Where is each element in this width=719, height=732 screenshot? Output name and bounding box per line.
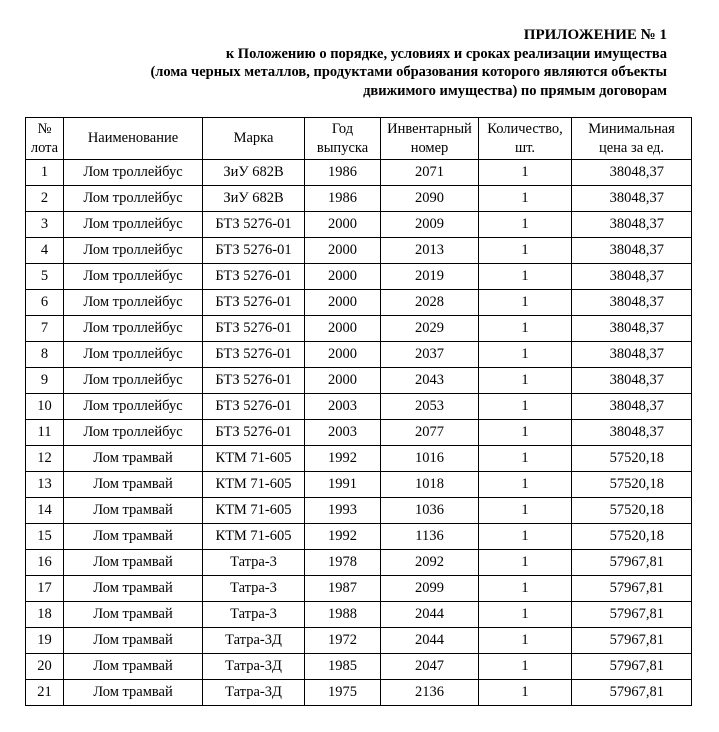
quantity-cell: 1 [479,498,572,524]
min-price-cell: 57520,18 [572,524,692,550]
table-row [26,446,692,472]
min-price-cell: 38048,37 [572,186,692,212]
min-price-cell: 38048,37 [572,212,692,238]
table-row [26,342,692,368]
model-cell: БТЗ 5276-01 [203,212,305,238]
min-price-cell: 38048,37 [572,368,692,394]
inventory-number-cell: 2013 [381,238,479,264]
inventory-number-cell: 2053 [381,394,479,420]
column-header-quantity: Количество, шт. [479,118,572,160]
table-row [26,238,692,264]
column-header-inventory-number: Инвентарный номер [381,118,479,160]
min-price-cell: 38048,37 [572,264,692,290]
year-cell: 1975 [305,680,381,706]
inventory-number-cell: 2071 [381,160,479,186]
quantity-cell: 1 [479,316,572,342]
table-row [26,498,692,524]
lot-number-cell: 6 [26,290,64,316]
name-cell: Лом троллейбус [64,264,203,290]
quantity-cell: 1 [479,472,572,498]
quantity-cell: 1 [479,394,572,420]
lot-number-cell: 2 [26,186,64,212]
inventory-number-cell: 1016 [381,446,479,472]
quantity-cell: 1 [479,602,572,628]
quantity-cell: 1 [479,420,572,446]
min-price-cell: 57520,18 [572,472,692,498]
quantity-cell: 1 [479,160,572,186]
quantity-cell: 1 [479,368,572,394]
name-cell: Лом троллейбус [64,160,203,186]
column-header-lot-number: № лота [26,118,64,160]
name-cell: Лом трамвай [64,550,203,576]
min-price-cell: 38048,37 [572,316,692,342]
table-header [26,118,692,160]
quantity-cell: 1 [479,212,572,238]
year-cell: 2000 [305,212,381,238]
lot-number-cell: 20 [26,654,64,680]
table-row [26,394,692,420]
quantity-cell: 1 [479,524,572,550]
model-cell: Татра-3 [203,550,305,576]
year-cell: 1991 [305,472,381,498]
name-cell: Лом троллейбус [64,186,203,212]
year-cell: 1987 [305,576,381,602]
lot-number-cell: 18 [26,602,64,628]
lot-number-cell: 13 [26,472,64,498]
model-cell: БТЗ 5276-01 [203,368,305,394]
table-row [26,212,692,238]
year-cell: 1993 [305,498,381,524]
table-row [26,160,692,186]
name-cell: Лом троллейбус [64,368,203,394]
column-header-min-price: Минимальная цена за ед. [572,118,692,160]
table-row [26,316,692,342]
lot-number-cell: 4 [26,238,64,264]
name-cell: Лом троллейбус [64,238,203,264]
year-cell: 1986 [305,160,381,186]
lot-number-cell: 12 [26,446,64,472]
quantity-cell: 1 [479,654,572,680]
inventory-number-cell: 2019 [381,264,479,290]
model-cell: БТЗ 5276-01 [203,264,305,290]
appendix-subtitle-line-1: к Положению о порядке, условиях и сроках реализации имущества [225,45,667,62]
quantity-cell: 1 [479,342,572,368]
table-row [26,290,692,316]
min-price-cell: 57967,81 [572,654,692,680]
quantity-cell: 1 [479,238,572,264]
table-row [26,472,692,498]
min-price-cell: 38048,37 [572,290,692,316]
min-price-cell: 57520,18 [572,498,692,524]
lot-number-cell: 17 [26,576,64,602]
inventory-number-cell: 1018 [381,472,479,498]
name-cell: Лом трамвай [64,576,203,602]
name-cell: Лом троллейбус [64,290,203,316]
quantity-cell: 1 [479,576,572,602]
min-price-cell: 57967,81 [572,680,692,706]
year-cell: 1988 [305,602,381,628]
table-body [26,160,692,706]
lot-number-cell: 9 [26,368,64,394]
table-row [26,602,692,628]
lot-number-cell: 15 [26,524,64,550]
model-cell: БТЗ 5276-01 [203,316,305,342]
name-cell: Лом трамвай [64,446,203,472]
name-cell: Лом трамвай [64,628,203,654]
table-header-row [26,118,692,160]
year-cell: 1992 [305,524,381,550]
table-row [26,186,692,212]
name-cell: Лом трамвай [64,602,203,628]
inventory-number-cell: 2028 [381,290,479,316]
lot-number-cell: 5 [26,264,64,290]
model-cell: ЗиУ 682В [203,160,305,186]
column-header-model: Марка [203,118,305,160]
inventory-number-cell: 2044 [381,628,479,654]
table-row [26,264,692,290]
year-cell: 2000 [305,368,381,394]
min-price-cell: 57520,18 [572,446,692,472]
inventory-number-cell: 2043 [381,368,479,394]
table-row [26,654,692,680]
year-cell: 1972 [305,628,381,654]
model-cell: БТЗ 5276-01 [203,394,305,420]
year-cell: 2000 [305,238,381,264]
year-cell: 1986 [305,186,381,212]
name-cell: Лом трамвай [64,498,203,524]
model-cell: КТМ 71-605 [203,472,305,498]
model-cell: Татра-3Д [203,654,305,680]
document-header [27,26,667,100]
name-cell: Лом трамвай [64,472,203,498]
model-cell: Татра-3Д [203,680,305,706]
model-cell: КТМ 71-605 [203,498,305,524]
year-cell: 1985 [305,654,381,680]
column-header-name: Наименование [64,118,203,160]
name-cell: Лом троллейбус [64,342,203,368]
quantity-cell: 1 [479,290,572,316]
table-row [26,524,692,550]
lot-number-cell: 8 [26,342,64,368]
min-price-cell: 38048,37 [572,342,692,368]
year-cell: 1992 [305,446,381,472]
year-cell: 2000 [305,264,381,290]
inventory-number-cell: 1036 [381,498,479,524]
table-row [26,420,692,446]
model-cell: БТЗ 5276-01 [203,290,305,316]
min-price-cell: 57967,81 [572,550,692,576]
model-cell: Татра-3Д [203,628,305,654]
year-cell: 2003 [305,420,381,446]
model-cell: БТЗ 5276-01 [203,238,305,264]
lot-number-cell: 1 [26,160,64,186]
quantity-cell: 1 [479,628,572,654]
inventory-number-cell: 2037 [381,342,479,368]
inventory-number-cell: 2092 [381,550,479,576]
name-cell: Лом троллейбус [64,212,203,238]
table-row [26,576,692,602]
lot-number-cell: 10 [26,394,64,420]
quantity-cell: 1 [479,264,572,290]
column-header-year: Год выпуска [305,118,381,160]
table-row [26,680,692,706]
year-cell: 2000 [305,316,381,342]
model-cell: Татра-3 [203,576,305,602]
min-price-cell: 38048,37 [572,160,692,186]
inventory-number-cell: 2077 [381,420,479,446]
table-row [26,368,692,394]
table-row [26,550,692,576]
min-price-cell: 38048,37 [572,238,692,264]
min-price-cell: 57967,81 [572,628,692,654]
inventory-number-cell: 2047 [381,654,479,680]
inventory-number-cell: 2136 [381,680,479,706]
year-cell: 1978 [305,550,381,576]
year-cell: 2003 [305,394,381,420]
inventory-number-cell: 2029 [381,316,479,342]
lot-number-cell: 3 [26,212,64,238]
lot-number-cell: 16 [26,550,64,576]
name-cell: Лом трамвай [64,680,203,706]
min-price-cell: 38048,37 [572,394,692,420]
model-cell: Татра-3 [203,602,305,628]
year-cell: 2000 [305,342,381,368]
lot-number-cell: 7 [26,316,64,342]
lot-number-cell: 11 [26,420,64,446]
model-cell: КТМ 71-605 [203,446,305,472]
table-row [26,628,692,654]
appendix-subtitle-line-2: (лома черных металлов, продуктами образования которого являются объекты [150,64,667,80]
quantity-cell: 1 [479,680,572,706]
lots-table [25,117,692,706]
min-price-cell: 57967,81 [572,602,692,628]
inventory-number-cell: 2009 [381,212,479,238]
appendix-subtitle-line-3: движимого имущества) по прямым договорам [363,82,667,99]
lot-number-cell: 14 [26,498,64,524]
quantity-cell: 1 [479,550,572,576]
min-price-cell: 38048,37 [572,420,692,446]
name-cell: Лом троллейбус [64,316,203,342]
inventory-number-cell: 1136 [381,524,479,550]
inventory-number-cell: 2090 [381,186,479,212]
lot-number-cell: 21 [26,680,64,706]
model-cell: КТМ 71-605 [203,524,305,550]
year-cell: 2000 [305,290,381,316]
model-cell: БТЗ 5276-01 [203,420,305,446]
name-cell: Лом троллейбус [64,420,203,446]
name-cell: Лом троллейбус [64,394,203,420]
model-cell: ЗиУ 682В [203,186,305,212]
quantity-cell: 1 [479,186,572,212]
name-cell: Лом трамвай [64,654,203,680]
quantity-cell: 1 [479,446,572,472]
inventory-number-cell: 2044 [381,602,479,628]
inventory-number-cell: 2099 [381,576,479,602]
min-price-cell: 57967,81 [572,576,692,602]
appendix-title: ПРИЛОЖЕНИЕ № 1 [523,27,667,43]
lot-number-cell: 19 [26,628,64,654]
name-cell: Лом трамвай [64,524,203,550]
model-cell: БТЗ 5276-01 [203,342,305,368]
